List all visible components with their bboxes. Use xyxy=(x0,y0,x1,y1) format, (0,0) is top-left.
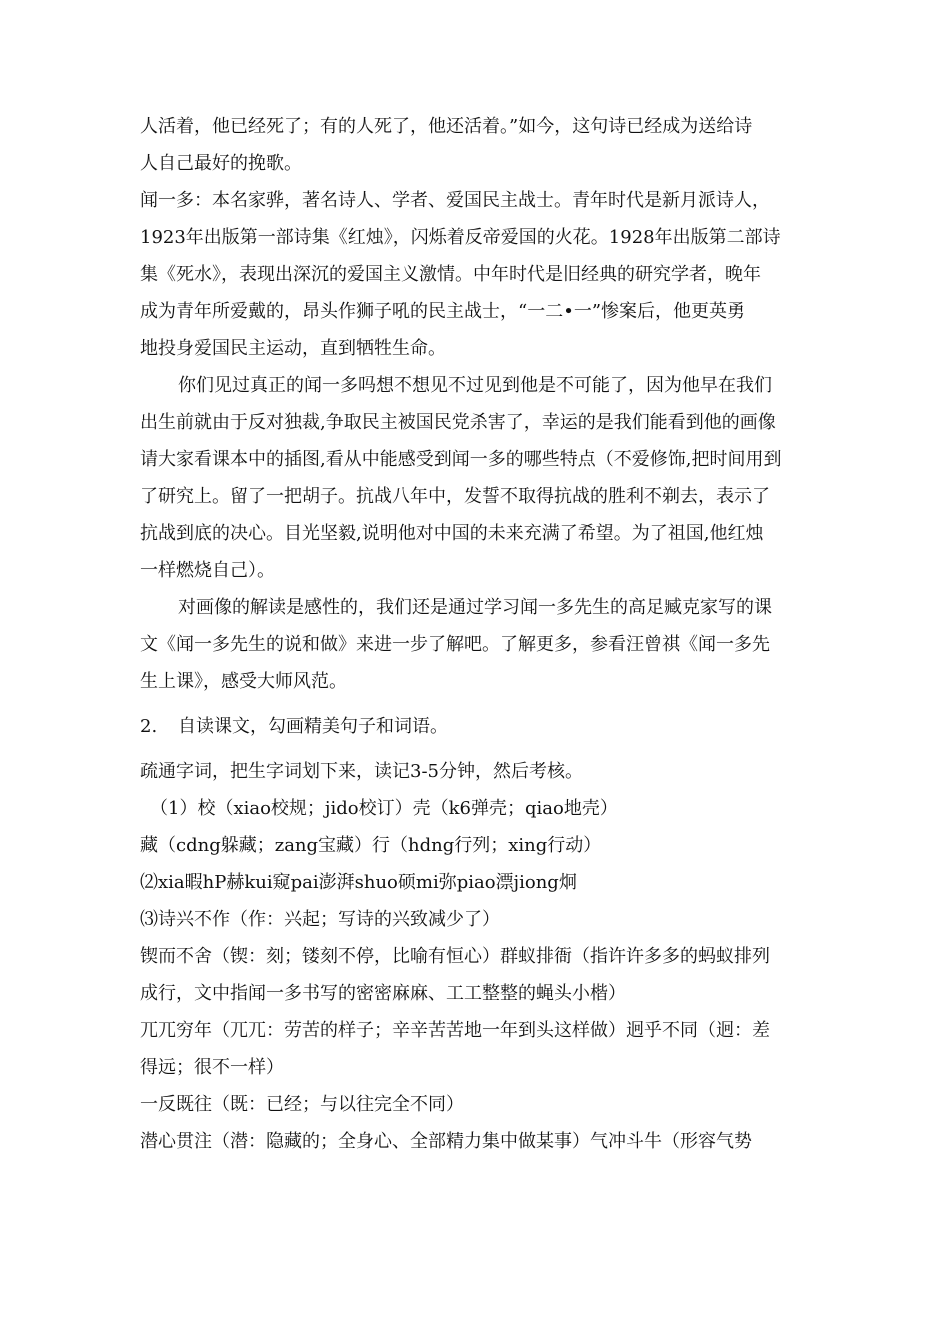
document-body xyxy=(140,108,820,1160)
text-line-6: 成为青年所爱戴的，昂头作狮子吼的民主战士，“一二•一”惨案后，他更英勇 xyxy=(140,301,746,322)
text-line-28: 一反既往（既：已经；与以往完全不同） xyxy=(140,1094,464,1115)
text-line-23: ⑶诗兴不作（作：兴起；写诗的兴致减少了） xyxy=(140,909,500,930)
text-line-13: 一样燃烧自己）。 xyxy=(140,560,275,581)
text-line-3: 闻一多：本名家骅，著名诗人、学者、爱国民主战士。青年时代是新月派诗人， xyxy=(140,190,770,211)
numbered-item-2 xyxy=(140,708,820,745)
text-line-4: 1923年出版第一部诗集《红烛》，闪烁着反帝爱国的火花。1928年出版第二部诗 xyxy=(140,227,781,248)
text-line-25: 成行，文中指闻一多书写的密密麻麻、工工整整的蝇头小楷） xyxy=(140,983,626,1004)
text-line-20: （1）校（xiao校规；jido校订）壳（k6弹壳；qiao地壳） xyxy=(150,798,618,819)
list-item-text: 自读课文，勾画精美句子和词语。 xyxy=(178,716,448,737)
text-line-2: 人自己最好的挽歌。 xyxy=(140,153,302,174)
text-line-24: 锲而不舍（锲：刻；镂刻不停，比喻有恒心）群蚁排衙（指许许多多的蚂蚁排列 xyxy=(140,946,770,967)
text-line-21: 藏（cdng躲藏；zang宝藏）行（hdng行列；xing行动） xyxy=(140,835,602,856)
text-line-9: 出生前就由于反对独裁,争取民主被国民党杀害了，幸运的是我们能看到他的画像 xyxy=(140,412,776,433)
text-line-12: 抗战到底的决心。目光坚毅,说明他对中国的未来充满了希望。为了祖国,他红烛 xyxy=(140,523,764,544)
text-line-7: 地投身爱国民主运动，直到牺牲生命。 xyxy=(140,338,446,359)
text-line-29: 潜心贯注（潜：隐藏的；全身心、全部精力集中做某事）气冲斗牛（形容气势 xyxy=(140,1131,752,1152)
text-line-22: ⑵xia暇hP赫kui窥pai澎湃shuo硕mi弥piao漂jiong炯 xyxy=(140,872,577,893)
text-line-1: 人活着，他已经死了；有的人死了，他还活着。”如今，这句诗已经成为送给诗 xyxy=(140,116,753,137)
text-line-10: 请大家看课本中的插图,看从中能感受到闻一多的哪些特点（不爱修饰,把时间用到 xyxy=(140,449,782,470)
text-line-11: 了研究上。留了一把胡子。抗战八年中，发誓不取得抗战的胜利不剃去，表示了 xyxy=(140,486,770,507)
text-line-14: 对画像的解读是感性的，我们还是通过学习闻一多先生的高足臧克家写的课 xyxy=(178,597,772,618)
text-line-5: 集《死水》，表现出深沉的爱国主义激情。中年时代是旧经典的研究学者，晚年 xyxy=(140,264,761,285)
list-number: 2. xyxy=(140,716,158,737)
text-line-26: 兀兀穷年（兀兀：劳苦的样子；辛辛苦苦地一年到头这样做）迥乎不同（迥：差 xyxy=(140,1020,770,1041)
text-line-27: 得远；很不一样） xyxy=(140,1057,284,1078)
text-line-15: 文《闻一多先生的说和做》来进一步了解吧。了解更多，参看汪曾祺《闻一多先 xyxy=(140,634,770,655)
text-line-8: 你们见过真正的闻一多吗想不想见不过见到他是不可能了，因为他早在我们 xyxy=(178,375,772,396)
text-line-19: 疏通字词，把生字词划下来，读记3-5分钟，然后考核。 xyxy=(140,761,583,782)
text-line-16: 生上课》，感受大师风范。 xyxy=(140,671,347,692)
